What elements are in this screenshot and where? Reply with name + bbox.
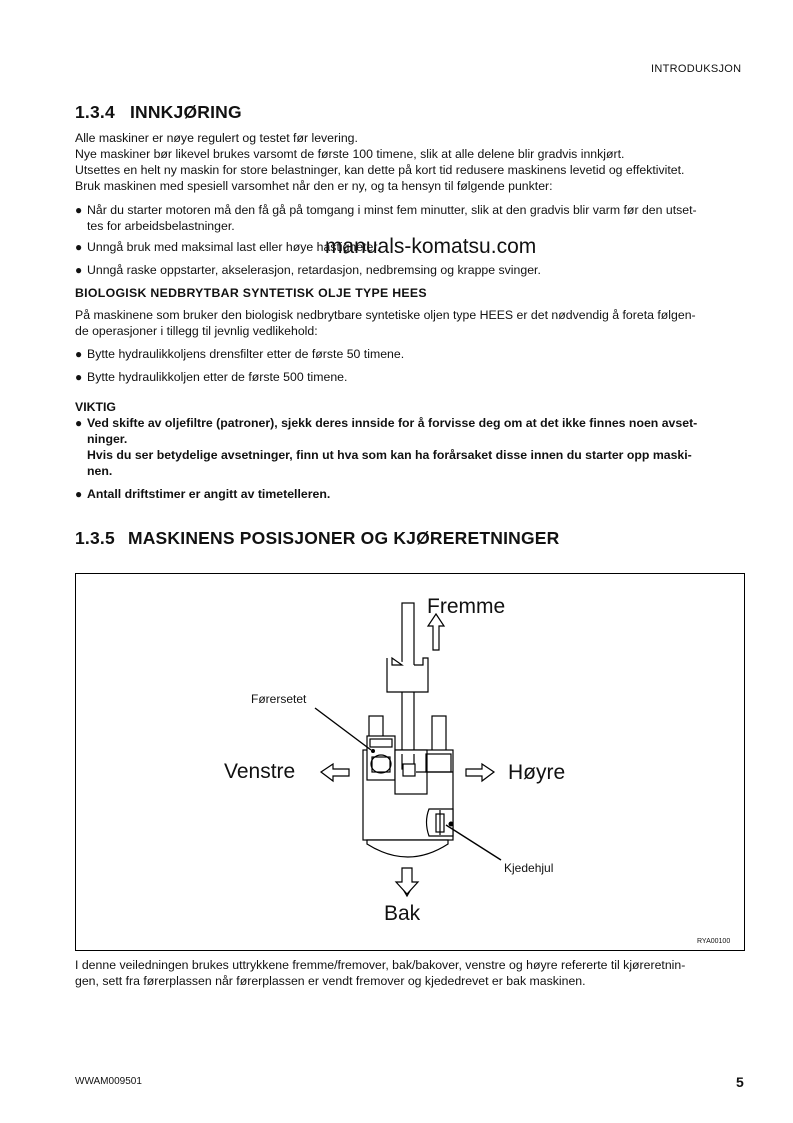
bio-paragraph <box>75 307 755 339</box>
important-line: Ved skifte av oljefiltre (patroner), sjekk deres innside for å forvisse deg om at det ikke finnes noen avset- <box>87 416 698 430</box>
figure-code: RYA00100 <box>697 938 731 945</box>
intro-line: Bruk maskinen med spesiell varsomhet når den er ny, og ta hensyn til følgende punkter: <box>75 179 553 193</box>
bio-line: På maskinene som bruker den biologisk nedbrytbare syntetiske oljen type HEES er det nødvendig å foreta følgen- <box>75 308 696 322</box>
important-item <box>75 415 750 479</box>
bullet-icon: ● <box>75 416 83 430</box>
page-number: 5 <box>736 1074 744 1090</box>
bullet-icon: ● <box>75 347 83 361</box>
intro-paragraph <box>75 130 755 194</box>
important-line: ninger. <box>87 432 128 446</box>
important-item <box>75 486 750 502</box>
bio-line: de operasjoner i tillegg til jevnlig vedlikehold: <box>75 324 318 338</box>
running-header: INTRODUKSJON <box>651 63 742 75</box>
label-operator-seat: Førersetet <box>251 692 307 706</box>
label-back: Bak <box>384 902 421 925</box>
list-item-text: Unngå raske oppstarter, akselerasjon, retardasjon, nedbremsing og krappe svinger. <box>87 263 541 277</box>
section-heading-1-3-4 <box>75 102 242 123</box>
important-line: Hvis du ser betydelige avsetninger, finn ut hva som kan ha forårsaket disse innen du starter opp maski- <box>87 448 692 462</box>
intro-line: Nye maskiner bør likevel brukes varsomt de første 100 timene, slik at alle delene blir gradvis innkjørt. <box>75 147 625 161</box>
list-item <box>75 346 750 362</box>
bullet-icon: ● <box>75 203 83 217</box>
intro-line: Alle maskiner er nøye regulert og testet før levering. <box>75 131 358 145</box>
section-title: MASKINENS POSISJONER OG KJØRERETNINGER <box>127 528 560 548</box>
excavator-top-view-drawing <box>76 574 744 950</box>
intro-line: Utsettes en helt ny maskin for store belastninger, kan dette på kort tid redusere maskinens levetid og effektivitet. <box>75 163 685 177</box>
section-number: 1.3.4 <box>75 102 115 122</box>
label-right: Høyre <box>508 761 566 784</box>
section-number: 1.3.5 <box>75 528 115 548</box>
list-item-text: tes for arbeidsbelastninger. <box>87 219 235 233</box>
list-item-text: Bytte hydraulikkoljen etter de første 500 timene. <box>87 370 348 384</box>
document-code: WWAM009501 <box>75 1076 142 1087</box>
machine-directions-figure <box>75 573 745 951</box>
list-item-text: Bytte hydraulikkoljens drensfilter etter de første 50 timene. <box>87 347 405 361</box>
label-front: Fremme <box>427 595 506 618</box>
bio-heading: BIOLOGISK NEDBRYTBAR SYNTETISK OLJE TYPE HEES <box>75 286 427 300</box>
label-left: Venstre <box>224 760 296 783</box>
figure-caption <box>75 957 755 989</box>
list-item-text: Unngå bruk med maksimal last eller høye hastigheter. <box>87 240 381 254</box>
important-line: nen. <box>87 464 113 478</box>
bullet-icon: ● <box>75 240 83 254</box>
caption-line: gen, sett fra førerplassen når førerplassen er vendt fremover og kjededrevet er bak maskinen. <box>75 974 586 988</box>
label-sprocket: Kjedehjul <box>504 861 554 875</box>
watermark: manuals-komatsu.com <box>325 235 537 258</box>
section-heading-1-3-5 <box>75 528 560 549</box>
list-item-text: Når du starter motoren må den få gå på tomgang i minst fem minutter, slik at den gradvis blir varm før den utset- <box>87 203 697 217</box>
bullet-icon: ● <box>75 487 83 501</box>
important-heading: VIKTIG <box>75 400 116 414</box>
list-item <box>75 202 750 234</box>
bullet-icon: ● <box>75 370 83 384</box>
caption-line: I denne veiledningen brukes uttrykkene fremme/fremover, bak/bakover, venstre og høyre refererte til kjøreretnin- <box>75 958 686 972</box>
section-title: INNKJØRING <box>129 102 242 122</box>
bullet-icon: ● <box>75 263 83 277</box>
important-line: Antall driftstimer er angitt av timetelleren. <box>87 487 331 501</box>
list-item <box>75 262 750 278</box>
list-item <box>75 369 750 385</box>
